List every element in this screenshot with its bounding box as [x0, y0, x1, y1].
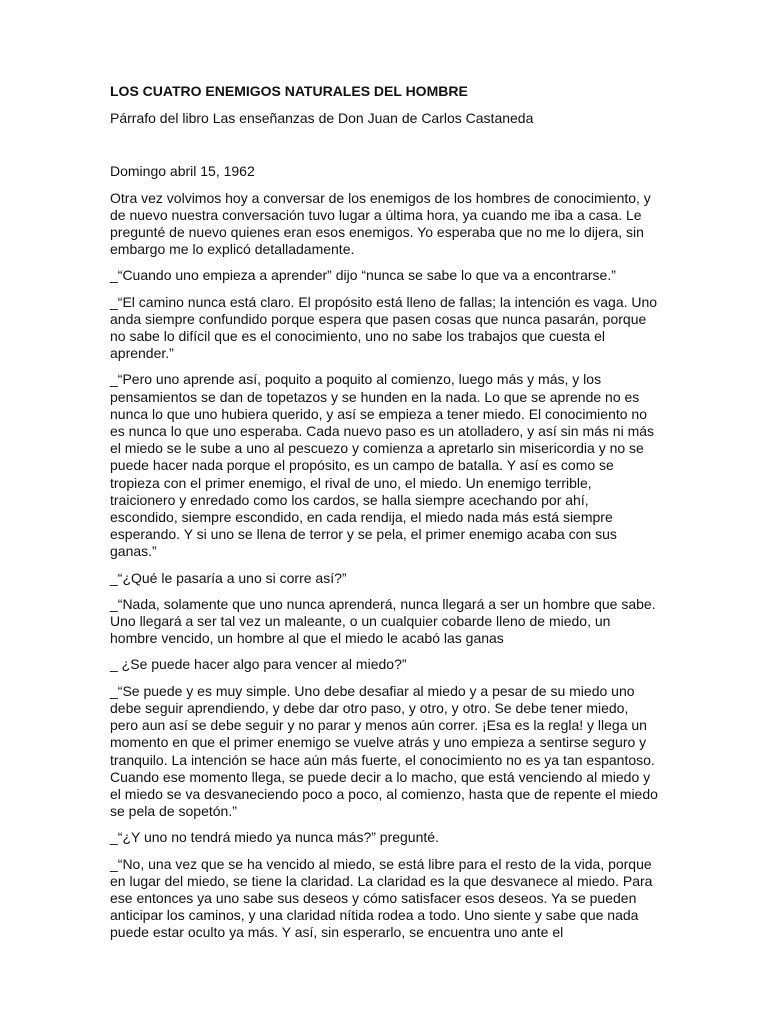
- document-page: [110, 83, 660, 951]
- document-subtitle: Párrafo del libro Las enseñanzas de Don Juan de Carlos Castaneda: [110, 110, 534, 127]
- paragraph: _“El camino nunca está claro. El propósito está lleno de fallas; la intención es vaga. Uno anda siempre confundido porque espera que pasen cosas que nunca pasarán, porque no sabe lo difícil que es el conocimiento, uno no sabe los trabajos que cuesta el aprender.”: [110, 293, 658, 362]
- paragraph: _“¿Y uno no tendrá miedo ya nunca más?” pregunté.: [110, 829, 439, 846]
- paragraph: _“Se puede y es muy simple. Uno debe desafiar al miedo y a pesar de su miedo uno debe seguir aprendiendo, y debe dar otro paso, y otro, y otro. Se debe tener miedo, pero aun así se debe seguir y no parar y menos aún correr. ¡Esa es la regla! y llega un momento en que el primer enemigo se vuelve atrás y uno empieza a sentirse seguro y tranquilo. La intención se hace aún más fuerte, el conocimiento no es ya tan espantoso. Cuando ese momento llega, se puede decir a lo macho, que está venciendo al miedo y el miedo se va desvaneciendo poco a poco, al comienzo, hasta que de repente el miedo se pela de sopetón.”: [110, 682, 658, 820]
- document-title: LOS CUATRO ENEMIGOS NATURALES DEL HOMBRE: [110, 83, 468, 99]
- document-date: Domingo abril 15, 1962: [110, 163, 255, 180]
- paragraph: _“Cuando uno empieza a aprender” dijo “nunca se sabe lo que va a encontrarse.”: [110, 267, 616, 284]
- paragraph: _“¿Qué le pasaría a uno si corre así?”: [110, 569, 347, 586]
- paragraph: _“Nada, solamente que uno nunca aprenderá, nunca llegará a ser un hombre que sabe. Uno llegará a ser tal vez un maleante, o un cualquier cobarde lleno de miedo, un hombre vencido, un hombre al que el miedo le acabó las ganas: [110, 595, 656, 647]
- paragraph: _ ¿Se puede hacer algo para vencer al miedo?”: [110, 656, 407, 673]
- paragraph: _“No, una vez que se ha vencido al miedo, se está libre para el resto de la vida, porque en lugar del miedo, se tiene la claridad. La claridad es la que desvanece al miedo. Para ese entonces ya uno sabe sus deseos y cómo satisfacer esos deseos. Ya se pueden anticipar los caminos, y una claridad nítida rodea a todo. Uno siente y sabe que nada puede estar oculto ya más. Y así, sin esperarlo, se encuentra uno ante el: [110, 855, 653, 941]
- paragraph: Otra vez volvimos hoy a conversar de los enemigos de los hombres de conocimiento, y de nuevo nuestra conversación tuvo lugar a última hora, ya cuando me iba a casa. Le pregunté de nuevo quienes eran esos enemigos. Yo esperaba que no me lo dijera, sin embargo me lo explicó detalladamente.: [110, 189, 651, 258]
- paragraph: _“Pero uno aprende así, poquito a poquito al comienzo, luego más y más, y los pensamientos se dan de topetazos y se hunden en la nada. Lo que se aprende no es nunca lo que uno hubiera querido, y así se empieza a tener miedo. El conocimiento no es nunca lo que uno esperaba. Cada nuevo paso es un atolladero, y así sin más ni más el miedo se le sube a uno al pescuezo y comienza a apretarlo sin misericordia y no se puede hacer nada porque el propósito, es un campo de batalla. Y así es como se tropieza con el primer enemigo, el rival de uno, el miedo. Un enemigo terrible, traicionero y enredado como los cardos, se halla siempre acechando por ahí, escondido, siempre escondido, en cada rendija, el miedo nada más está siempre esperando. Y si uno se llena de terror y se pela, el primer enemigo acaba con sus ganas.”: [110, 371, 655, 560]
